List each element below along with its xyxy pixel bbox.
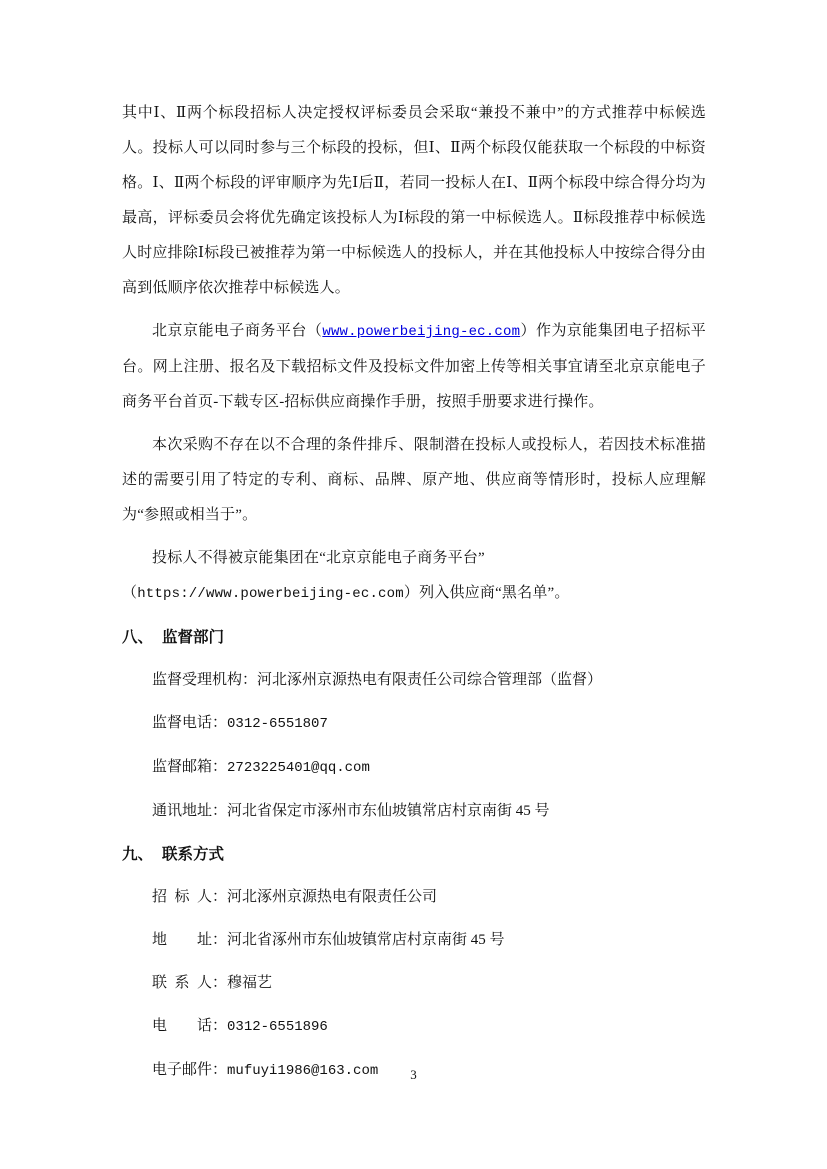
platform-text-before: 北京京能电子商务平台（ (152, 323, 323, 339)
row-supervision-address (122, 794, 706, 829)
row-label: 监督电话 (152, 715, 213, 731)
row-value: 穆福艺 (227, 975, 273, 991)
blacklist-paren-open: （ (122, 585, 138, 601)
page-content (122, 96, 706, 1097)
row-value: mufuyi1986@163.com (227, 1063, 379, 1079)
row-value: 0312-6551896 (227, 1019, 328, 1035)
row-label: 联系人 (152, 975, 212, 991)
row-tenderer (122, 880, 706, 915)
row-label: 通讯地址 (152, 803, 213, 819)
row-value: 2723225401@qq.com (227, 760, 370, 776)
section-title: 联系方式 (162, 846, 225, 863)
paragraph-blacklist-notice (122, 541, 706, 612)
row-label: 招标人 (152, 889, 212, 905)
paragraph-bid-rules: 其中Ⅰ、Ⅱ两个标段招标人决定授权评标委员会采取“兼投不兼中”的方式推荐中标候选人。投标人可以同时参与三个标段的投标，但Ⅰ、Ⅱ两个标段仅能获取一个标段的中标资格。Ⅰ、Ⅱ两个标段的评审顺序为先Ⅰ后Ⅱ，若同一投标人在Ⅰ、Ⅱ两个标段中综合得分均为最高，评标委员会将优先确定该投标人为Ⅰ标段的第一中标候选人。Ⅱ标段推荐中标候选人时应排除Ⅰ标段已被推荐为第一中标候选人的投标人，并在其他投标人中按综合得分由高到低顺序依次推荐中标候选人。 (122, 105, 706, 296)
paragraph-procurement-terms: 本次采购不存在以不合理的条件排斥、限制潜在投标人或投标人，若因技术标准描述的需要引用了特定的专利、商标、品牌、原产地、供应商等情形时，投标人应理解为“参照或相当于”。 (122, 437, 706, 523)
row-supervision-email (122, 750, 706, 786)
row-label: 监督邮箱 (152, 759, 213, 775)
row-colon: ： (212, 803, 228, 819)
row-colon: ： (212, 759, 228, 775)
row-address (122, 923, 706, 958)
section-heading-contact (122, 837, 706, 872)
section-title: 监督部门 (162, 629, 225, 646)
row-colon: ： (212, 975, 228, 991)
row-colon: ： (242, 672, 258, 688)
blacklist-url-text: https://www.powerbeijing-ec.com (137, 586, 404, 602)
row-value: 河北省保定市涿州市东仙坡镇常店村京南街 45 号 (227, 803, 550, 819)
row-colon: ： (212, 889, 228, 905)
row-supervision-agency (122, 663, 706, 698)
row-colon: ： (212, 932, 228, 948)
row-colon: ： (212, 715, 228, 731)
row-label: 电子邮件 (152, 1062, 213, 1078)
section-number: 九、 (122, 846, 154, 863)
blacklist-line1: 投标人不得被京能集团在“北京京能电子商务平台” (152, 550, 485, 566)
row-value: 河北涿州京源热电有限责任公司综合管理部（监督） (257, 672, 603, 688)
paragraph-platform-info (122, 314, 706, 420)
row-colon: ： (212, 1062, 228, 1078)
row-supervision-phone (122, 706, 706, 742)
row-colon: ： (212, 1018, 228, 1034)
blacklist-paren-close: ） (403, 585, 420, 601)
blacklist-rest: 列入供应商“黑名单”。 (419, 585, 570, 601)
row-value: 河北省涿州市东仙坡镇常店村京南街 45 号 (227, 932, 505, 948)
section-number: 八、 (122, 629, 154, 646)
powerbeijing-link[interactable]: www.powerbeijing-ec.com (322, 324, 521, 340)
row-label: 地址 (152, 932, 212, 948)
row-value: 河北涿州京源热电有限责任公司 (227, 889, 438, 905)
page-number: 3 (410, 1067, 417, 1082)
row-contact-person (122, 966, 706, 1001)
row-label: 电话 (152, 1018, 212, 1034)
row-phone (122, 1009, 706, 1045)
section-heading-supervision (122, 620, 706, 655)
row-label: 监督受理机构 (152, 672, 243, 688)
row-value: 0312-6551807 (227, 716, 328, 732)
platform-text-after: ）作为京能集团电子招标平台。网上注册、报名及下载招标文件及投标文件加密上传等相关事宜请至北京京能电子商务平台首页-下载专区-招标供应商操作手册，按照手册要求进行操作。 (122, 323, 707, 410)
